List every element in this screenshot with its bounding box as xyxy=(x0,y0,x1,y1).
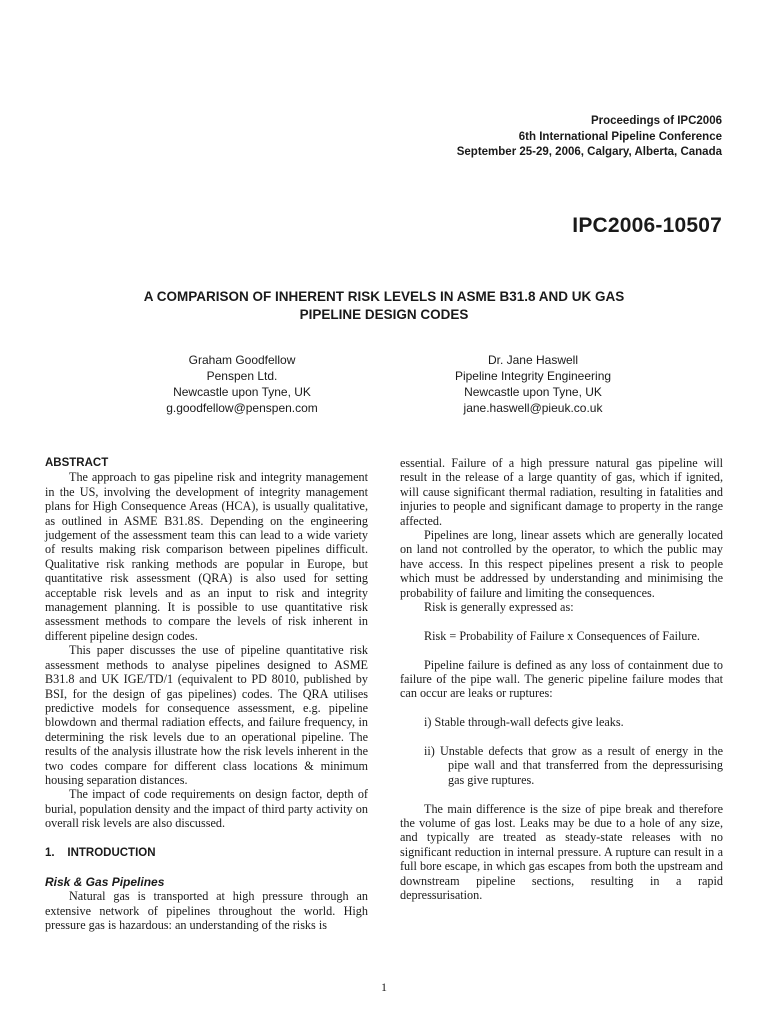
author-location: Newcastle upon Tyne, UK xyxy=(464,385,602,399)
list-item: ii) Unstable defects that grow as a result of energy in the pipe wall and that transferred from the depressurising gas give ruptures. xyxy=(424,744,723,787)
author-email: jane.haswell@pieuk.co.uk xyxy=(463,401,603,415)
right-column xyxy=(400,456,723,903)
author-block xyxy=(403,352,663,416)
author-block xyxy=(112,352,372,416)
author-location: Newcastle upon Tyne, UK xyxy=(173,385,311,399)
author-name: Dr. Jane Haswell xyxy=(487,353,579,367)
risk-formula: Risk = Probability of Failure x Consequences of Failure. xyxy=(424,628,700,643)
abstract-heading: ABSTRACT xyxy=(45,457,109,469)
list-item: i) Stable through-wall defects give leaks. xyxy=(424,715,624,730)
left-column xyxy=(45,456,368,933)
author-affiliation: Pipeline Integrity Engineering xyxy=(454,369,612,383)
body-paragraph: Risk is generally expressed as: xyxy=(424,600,574,615)
author-email: g.goodfellow@penspen.com xyxy=(166,401,318,415)
paper-id: IPC2006-10507 xyxy=(572,214,722,237)
proceedings-header xyxy=(457,114,722,161)
body-paragraph: Pipeline failure is defined as any loss of containment due to failure of the pipe wall. The generic pipeline failure modes that can occur are leaks or ruptures: xyxy=(400,657,723,701)
author-affiliation: Penspen Ltd. xyxy=(206,369,278,383)
body-paragraph: essential. Failure of a high pressure natural gas pipeline will result in the release of a large quantity of gas, which if ignited, will cause significant thermal radiation, resulting in fatalities and injuries to people and significant damage to property in the range affected. xyxy=(400,456,723,528)
abstract-paragraph: The approach to gas pipeline risk and integrity management in the US, involving the development of integrity management plans for High Consequence Areas (HCA), is usually qualitative, as outlined in ASME B31.8S. Depending on the engineering judgement of the assessment team this can lead to a wide variety of results making risk comparison between pipelines difficult. Qualitative risk ranking methods are popular in Europe, but quantitative risk assessment (QRA) is also used for setting acceptable risk levels and as an input to risk and integrity management planning. It is possible to use quantitative risk assessment methods to compare the levels of risk inherent in different pipeline design codes. xyxy=(45,470,368,643)
paper-title-line-2: PIPELINE DESIGN CODES xyxy=(299,307,469,322)
conference-date-line: September 25-29, 2006, Calgary, Alberta, Canada xyxy=(456,146,722,158)
proceedings-line: Proceedings of IPC2006 xyxy=(590,115,722,127)
author-name: Graham Goodfellow xyxy=(188,353,296,367)
abstract-paragraph: The impact of code requirements on design factor, depth of burial, population density and the impact of third party activity on overall risk levels are also discussed. xyxy=(45,787,368,831)
section-heading-introduction: 1. INTRODUCTION xyxy=(45,846,156,859)
body-paragraph: Pipelines are long, linear assets which are generally located on land not controlled by the operator, to which the public may have access. In this respect pipelines present a risk to people which must be addressed by understanding and minimising the probability of failure and limiting the consequences. xyxy=(400,528,723,600)
paper-title xyxy=(60,288,708,324)
conference-line: 6th International Pipeline Conference xyxy=(518,130,722,143)
body-paragraph: The main difference is the size of pipe break and therefore the volume of gas lost. Leaks may be due to a hole of any size, and typically are treated as steady-state releases with no significant reduction in internal pressure. A rupture can result in a full bore escape, in which gas escapes from both the upstream and downstream pipeline sections, resulting in a rapid depressurisation. xyxy=(400,801,723,903)
page-number: 1 xyxy=(381,980,387,994)
abstract-paragraph: This paper discusses the use of pipeline quantitative risk assessment methods to analyse pipelines designed to ASME B31.8 and UK IGE/TD/1 (equivalent to PD 8010, published by BSI, for the design of gas pipelines) codes. The QRA utilises predictive models for consequence assessment, e.g. pipeline blowdown and thermal radiation effects, and failure frequency, in determining the risk levels due to an operational pipeline. The results of the analysis illustrate how the risk levels inherent in the two codes compare for different class locations & minimum housing separation distances. xyxy=(45,643,368,787)
paper-title-line-1: A COMPARISON OF INHERENT RISK LEVELS IN ASME B31.8 AND UK GAS xyxy=(143,289,625,304)
subsection-heading: Risk & Gas Pipelines xyxy=(45,874,165,889)
body-paragraph: Natural gas is transported at high pressure through an extensive network of pipelines throughout the world. High pressure gas is hazardous: an understanding of the risks is xyxy=(45,889,368,933)
